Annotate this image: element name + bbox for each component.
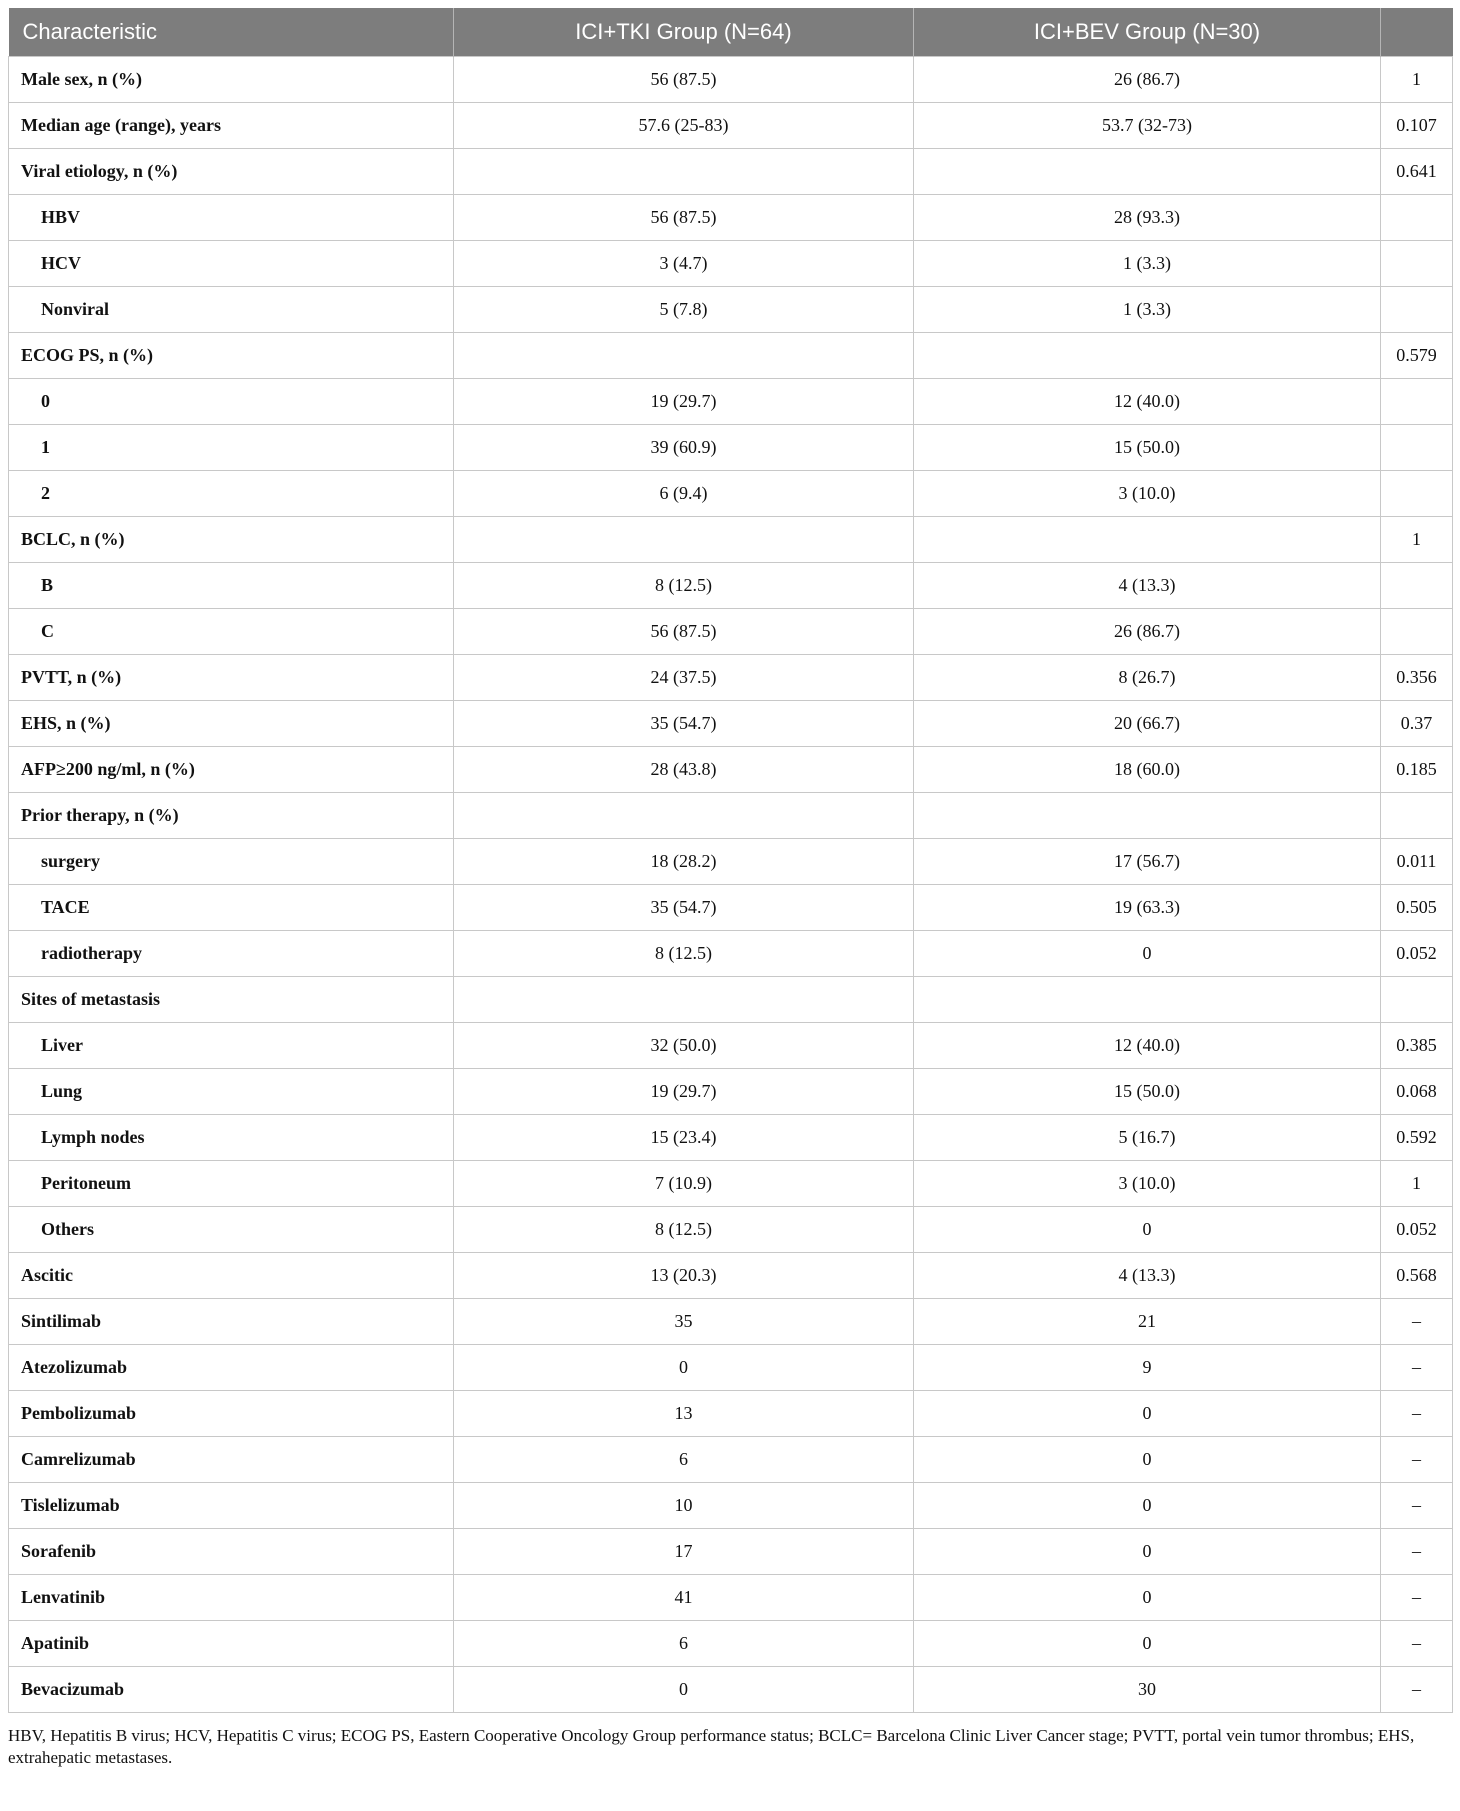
cell-ici-bev-value: 3 (10.0) [914,471,1381,517]
cell-p-value [1381,241,1453,287]
header-row [9,8,1453,57]
cell-ici-bev-value: 0 [914,1529,1381,1575]
table-row [9,1207,1453,1253]
cell-ici-bev-value: 5 (16.7) [914,1115,1381,1161]
cell-ici-tki-value: 7 (10.9) [454,1161,914,1207]
cell-p-value: 1 [1381,1161,1453,1207]
table-row [9,287,1453,333]
cell-p-value [1381,977,1453,1023]
cell-characteristic: Lenvatinib [9,1575,454,1621]
cell-p-value: 0.568 [1381,1253,1453,1299]
cell-characteristic: 1 [9,425,454,471]
cell-p-value: – [1381,1667,1453,1713]
table-row [9,241,1453,287]
cell-ici-tki-value: 8 (12.5) [454,1207,914,1253]
cell-ici-bev-value: 21 [914,1299,1381,1345]
table-row [9,1299,1453,1345]
cell-ici-bev-value: 53.7 (32-73) [914,103,1381,149]
cell-p-value [1381,379,1453,425]
cell-ici-tki-value: 8 (12.5) [454,931,914,977]
cell-p-value: – [1381,1391,1453,1437]
cell-ici-bev-value: 12 (40.0) [914,379,1381,425]
cell-p-value [1381,793,1453,839]
cell-characteristic: Apatinib [9,1621,454,1667]
cell-characteristic: radiotherapy [9,931,454,977]
table-row [9,885,1453,931]
cell-p-value: 0.052 [1381,931,1453,977]
table-row [9,793,1453,839]
cell-characteristic: Liver [9,1023,454,1069]
cell-ici-tki-value: 13 [454,1391,914,1437]
cell-p-value: 0.052 [1381,1207,1453,1253]
cell-ici-bev-value: 0 [914,1207,1381,1253]
characteristics-table [8,8,1453,1713]
cell-ici-tki-value: 5 (7.8) [454,287,914,333]
cell-characteristic: Prior therapy, n (%) [9,793,454,839]
table-row [9,57,1453,103]
cell-p-value: 0.011 [1381,839,1453,885]
cell-characteristic: Tislelizumab [9,1483,454,1529]
cell-ici-bev-value: 0 [914,1391,1381,1437]
cell-ici-tki-value [454,793,914,839]
cell-ici-tki-value: 56 (87.5) [454,195,914,241]
cell-characteristic: Sorafenib [9,1529,454,1575]
table-body [9,57,1453,1713]
cell-ici-bev-value: 8 (26.7) [914,655,1381,701]
cell-characteristic: Lung [9,1069,454,1115]
cell-characteristic: surgery [9,839,454,885]
cell-ici-tki-value: 39 (60.9) [454,425,914,471]
cell-ici-bev-value: 1 (3.3) [914,241,1381,287]
cell-ici-bev-value: 1 (3.3) [914,287,1381,333]
table-row [9,1391,1453,1437]
cell-characteristic: B [9,563,454,609]
table-row [9,1345,1453,1391]
cell-p-value: 0.592 [1381,1115,1453,1161]
cell-ici-bev-value: 30 [914,1667,1381,1713]
table-container [8,8,1452,1769]
cell-ici-tki-value: 13 (20.3) [454,1253,914,1299]
table-row [9,1437,1453,1483]
cell-p-value [1381,425,1453,471]
cell-ici-tki-value: 15 (23.4) [454,1115,914,1161]
cell-ici-bev-value [914,333,1381,379]
cell-ici-tki-value: 57.6 (25-83) [454,103,914,149]
table-row [9,149,1453,195]
table-row [9,563,1453,609]
table-row [9,1621,1453,1667]
cell-ici-tki-value: 35 (54.7) [454,885,914,931]
table-header [9,8,1453,57]
table-row [9,609,1453,655]
cell-characteristic: C [9,609,454,655]
cell-ici-bev-value [914,149,1381,195]
cell-characteristic: PVTT, n (%) [9,655,454,701]
cell-characteristic: EHS, n (%) [9,701,454,747]
cell-p-value [1381,195,1453,241]
cell-p-value: 0.641 [1381,149,1453,195]
table-row [9,1115,1453,1161]
table-row [9,425,1453,471]
table-row [9,1529,1453,1575]
header-ici-tki-group: ICI+TKI Group (N=64) [454,8,914,57]
table-row [9,195,1453,241]
cell-characteristic: Viral etiology, n (%) [9,149,454,195]
cell-p-value: – [1381,1299,1453,1345]
cell-ici-bev-value: 0 [914,1621,1381,1667]
cell-ici-bev-value: 12 (40.0) [914,1023,1381,1069]
cell-characteristic: Bevacizumab [9,1667,454,1713]
cell-characteristic: Sites of metastasis [9,977,454,1023]
cell-characteristic: Lymph nodes [9,1115,454,1161]
table-row [9,103,1453,149]
table-row [9,517,1453,563]
cell-ici-tki-value: 6 (9.4) [454,471,914,517]
cell-characteristic: Nonviral [9,287,454,333]
table-row [9,1023,1453,1069]
table-row [9,1253,1453,1299]
cell-characteristic: 2 [9,471,454,517]
cell-ici-bev-value: 0 [914,1483,1381,1529]
cell-ici-bev-value: 9 [914,1345,1381,1391]
cell-characteristic: ECOG PS, n (%) [9,333,454,379]
cell-ici-bev-value [914,793,1381,839]
cell-ici-tki-value: 3 (4.7) [454,241,914,287]
cell-ici-bev-value: 17 (56.7) [914,839,1381,885]
table-row [9,471,1453,517]
cell-characteristic: Median age (range), years [9,103,454,149]
cell-p-value: 0.579 [1381,333,1453,379]
cell-ici-bev-value: 0 [914,1575,1381,1621]
cell-characteristic: Pembolizumab [9,1391,454,1437]
cell-ici-tki-value: 56 (87.5) [454,57,914,103]
cell-ici-tki-value [454,333,914,379]
cell-p-value: 1 [1381,57,1453,103]
cell-ici-tki-value: 6 [454,1621,914,1667]
cell-p-value: 0.385 [1381,1023,1453,1069]
cell-characteristic: Others [9,1207,454,1253]
cell-ici-bev-value: 4 (13.3) [914,1253,1381,1299]
cell-ici-bev-value [914,977,1381,1023]
cell-characteristic: Camrelizumab [9,1437,454,1483]
cell-p-value: 0.068 [1381,1069,1453,1115]
cell-characteristic: AFP≥200 ng/ml, n (%) [9,747,454,793]
cell-characteristic: Male sex, n (%) [9,57,454,103]
table-footnote: HBV, Hepatitis B virus; HCV, Hepatitis C virus; ECOG PS, Eastern Cooperative Oncology Group performance status; BCLC= Barcelona Clinic Liver Cancer stage; PVTT, portal vein tumor thrombus; EHS, extrahepatic metastases. [8,1726,1415,1767]
cell-p-value: 0.37 [1381,701,1453,747]
cell-characteristic: Atezolizumab [9,1345,454,1391]
table-row [9,655,1453,701]
table-row [9,747,1453,793]
cell-ici-bev-value [914,517,1381,563]
cell-ici-bev-value: 0 [914,931,1381,977]
cell-characteristic: HCV [9,241,454,287]
table-row [9,701,1453,747]
cell-p-value [1381,609,1453,655]
cell-p-value: 1 [1381,517,1453,563]
cell-ici-bev-value: 15 (50.0) [914,425,1381,471]
cell-p-value: – [1381,1529,1453,1575]
header-characteristic: Characteristic [9,8,454,57]
cell-p-value: – [1381,1575,1453,1621]
cell-p-value [1381,563,1453,609]
cell-ici-tki-value: 8 (12.5) [454,563,914,609]
cell-ici-bev-value: 19 (63.3) [914,885,1381,931]
cell-p-value: – [1381,1483,1453,1529]
cell-p-value: 0.356 [1381,655,1453,701]
table-row [9,1667,1453,1713]
cell-ici-tki-value: 19 (29.7) [454,379,914,425]
cell-ici-tki-value [454,149,914,195]
cell-ici-tki-value: 6 [454,1437,914,1483]
cell-p-value: 0.185 [1381,747,1453,793]
table-row [9,333,1453,379]
table-row [9,977,1453,1023]
table-row [9,1575,1453,1621]
cell-ici-tki-value: 10 [454,1483,914,1529]
table-row [9,379,1453,425]
cell-ici-tki-value: 56 (87.5) [454,609,914,655]
cell-p-value [1381,287,1453,333]
cell-characteristic: Sintilimab [9,1299,454,1345]
table-row [9,931,1453,977]
cell-ici-bev-value: 3 (10.0) [914,1161,1381,1207]
cell-ici-bev-value: 15 (50.0) [914,1069,1381,1115]
table-row [9,1069,1453,1115]
cell-ici-tki-value: 41 [454,1575,914,1621]
cell-ici-tki-value: 18 (28.2) [454,839,914,885]
cell-ici-bev-value: 0 [914,1437,1381,1483]
cell-ici-bev-value: 20 (66.7) [914,701,1381,747]
cell-characteristic: HBV [9,195,454,241]
cell-ici-bev-value: 28 (93.3) [914,195,1381,241]
cell-ici-tki-value: 28 (43.8) [454,747,914,793]
cell-characteristic: 0 [9,379,454,425]
cell-ici-tki-value: 19 (29.7) [454,1069,914,1115]
header-p-value [1381,8,1453,57]
header-ici-bev-group: ICI+BEV Group (N=30) [914,8,1381,57]
table-row [9,1483,1453,1529]
cell-ici-bev-value: 26 (86.7) [914,609,1381,655]
cell-ici-bev-value: 18 (60.0) [914,747,1381,793]
cell-ici-tki-value: 35 (54.7) [454,701,914,747]
cell-p-value: – [1381,1621,1453,1667]
cell-ici-tki-value: 24 (37.5) [454,655,914,701]
cell-p-value: – [1381,1437,1453,1483]
cell-characteristic: BCLC, n (%) [9,517,454,563]
cell-p-value: 0.505 [1381,885,1453,931]
cell-ici-tki-value: 32 (50.0) [454,1023,914,1069]
cell-characteristic: Ascitic [9,1253,454,1299]
cell-ici-tki-value [454,977,914,1023]
cell-ici-tki-value: 35 [454,1299,914,1345]
table-row [9,1161,1453,1207]
cell-ici-tki-value: 17 [454,1529,914,1575]
cell-ici-bev-value: 4 (13.3) [914,563,1381,609]
cell-ici-bev-value: 26 (86.7) [914,57,1381,103]
cell-ici-tki-value: 0 [454,1667,914,1713]
table-row [9,839,1453,885]
cell-p-value: – [1381,1345,1453,1391]
cell-characteristic: TACE [9,885,454,931]
cell-ici-tki-value [454,517,914,563]
cell-p-value [1381,471,1453,517]
cell-ici-tki-value: 0 [454,1345,914,1391]
cell-p-value: 0.107 [1381,103,1453,149]
cell-characteristic: Peritoneum [9,1161,454,1207]
